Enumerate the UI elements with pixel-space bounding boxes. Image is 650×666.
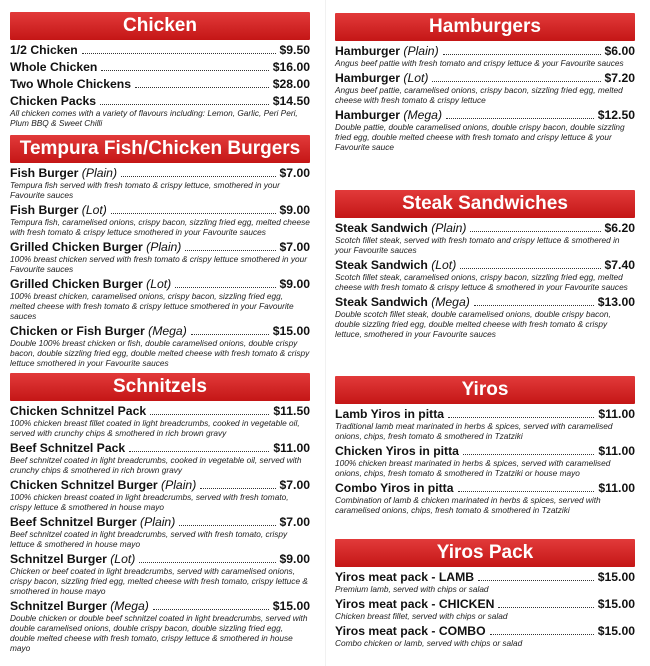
menu-item-price: $16.00 bbox=[272, 60, 310, 74]
menu-item-name: Chicken Yiros in pitta bbox=[335, 444, 459, 458]
menu-item-name: Steak Sandwich bbox=[335, 258, 428, 272]
dot-leader bbox=[490, 634, 594, 635]
section-yiros-pack bbox=[335, 539, 635, 648]
menu-item-name-group bbox=[335, 624, 486, 638]
menu-item-description: Chicken breast fillet, served with chips or salad bbox=[335, 611, 508, 621]
menu-item-name-group bbox=[10, 43, 78, 57]
menu-item-variant: (Plain) bbox=[146, 240, 182, 254]
menu-item bbox=[335, 258, 635, 292]
menu-item-variant: (Plain) bbox=[81, 166, 118, 180]
menu-item-name-group bbox=[10, 515, 175, 529]
menu-item-name-group bbox=[10, 77, 131, 91]
dot-leader bbox=[185, 250, 275, 251]
menu-item-name: Schnitzel Burger bbox=[10, 599, 107, 613]
menu-item bbox=[10, 77, 310, 91]
menu-item-row bbox=[10, 552, 310, 566]
menu-item-variant: (Plain) bbox=[403, 44, 439, 58]
menu-item bbox=[10, 552, 310, 596]
menu-item-row bbox=[10, 77, 310, 91]
menu-item-description: Double chicken or double beef schnitzel coated in light breadcrumbs, served with double caramelised onions, double crispy bacon, double sizzling fried egg, double melted cheese with fresh tomato, crispy lettuce & smothered in house mayo bbox=[10, 613, 308, 653]
menu-item-description: Tempura fish, caramelised onions, crispy bacon, sizzling fried egg, melted cheese with fresh tomato & crispy lettuce smothered in your Favourite sauces bbox=[10, 217, 310, 237]
menu-item-description: Scotch fillet steak, served with fresh tomato and crispy lettuce & smothered in your Favourite sauces bbox=[335, 235, 620, 255]
menu-item-name: Chicken Schnitzel Burger bbox=[10, 478, 158, 492]
menu-item-price: $15.00 bbox=[272, 324, 310, 338]
dot-leader bbox=[175, 287, 275, 288]
menu-item-name-group bbox=[335, 444, 459, 458]
dot-leader bbox=[150, 414, 269, 415]
menu-item-name-group bbox=[10, 404, 146, 418]
dot-leader bbox=[179, 525, 275, 526]
section-header: Yiros Pack bbox=[335, 539, 635, 567]
menu-item-price: $14.50 bbox=[272, 94, 310, 108]
menu-item-name: Yiros meat pack - CHICKEN bbox=[335, 597, 495, 611]
menu-item-variant: (Lot) bbox=[431, 258, 457, 272]
menu-item bbox=[10, 94, 310, 128]
menu-item-price: $15.00 bbox=[597, 597, 635, 611]
menu-item-description: Traditional lamb meat marinated in herbs & spices, served with caramelised onions, chips, fresh tomato & smothered in Tzatziki bbox=[335, 421, 613, 441]
menu-item-description: Beef schnitzel coated in light breadcrumbs, cooked in vegetable oil, served with crunchy chips & smothered in rich brown gravy bbox=[10, 455, 302, 475]
menu-item bbox=[335, 570, 635, 594]
menu-item-name-group bbox=[335, 570, 474, 584]
menu-item-name: Chicken Schnitzel Pack bbox=[10, 404, 147, 418]
menu-item-description: 100% breast chicken served with fresh tomato & crispy lettuce smothered in your Favourite sauces bbox=[10, 254, 307, 274]
dot-leader bbox=[111, 213, 276, 214]
menu-item bbox=[335, 71, 635, 105]
dot-leader bbox=[474, 305, 594, 306]
menu-item-name: Steak Sandwich bbox=[335, 295, 428, 309]
menu-item-description: Combination of lamb & chicken marinated in herbs & spices, served with caramelised onions, chips, fresh tomato & smothered in Tzatziki bbox=[335, 495, 601, 515]
menu-item-price: $7.20 bbox=[604, 71, 635, 85]
menu-item-row bbox=[10, 277, 310, 291]
menu-item-description: 100% breast chicken, caramelised onions, crispy bacon, sizzling fried egg, melted cheese with fresh tomato & crispy lettuce smothered in your Favourite sauces bbox=[10, 291, 294, 321]
menu-item-name-group bbox=[10, 94, 96, 108]
menu-item-variant: (Lot) bbox=[403, 71, 429, 85]
menu-item-description: Premium lamb, served with chips or salad bbox=[335, 584, 489, 594]
dot-leader bbox=[478, 580, 594, 581]
menu-item bbox=[10, 203, 310, 237]
menu-item bbox=[335, 108, 635, 152]
menu-item-name: Chicken or Fish Burger bbox=[10, 324, 145, 338]
menu-item-variant: (Lot) bbox=[146, 277, 172, 291]
menu-item-price: $11.00 bbox=[598, 407, 635, 421]
menu-item-row bbox=[10, 404, 310, 418]
menu-item-price: $7.00 bbox=[279, 478, 310, 492]
dot-leader bbox=[121, 176, 275, 177]
menu-item-name: 1/2 Chicken bbox=[10, 43, 78, 57]
menu-item-price: $13.00 bbox=[597, 295, 635, 309]
menu-item-variant: (Mega) bbox=[403, 108, 443, 122]
menu-item-name-group bbox=[335, 407, 444, 421]
menu-item-name: Chicken Packs bbox=[10, 94, 97, 108]
menu-item-description: Double 100% breast chicken or fish, double caramelised onions, double crispy bacon, double sizzling fried egg, double melted cheese with fresh tomato & crispy lettuce smothered in your Favourite sauces bbox=[10, 338, 310, 368]
dot-leader bbox=[100, 104, 269, 105]
menu-item-name-group bbox=[335, 71, 428, 85]
menu-item-price: $7.00 bbox=[279, 240, 310, 254]
menu-item-row bbox=[10, 515, 310, 529]
menu-item bbox=[335, 624, 635, 648]
dot-leader bbox=[470, 231, 600, 232]
menu-item-name-group bbox=[335, 108, 442, 122]
menu-item-row bbox=[335, 481, 635, 495]
menu-item-price: $9.00 bbox=[279, 552, 310, 566]
menu-item-name-group bbox=[10, 441, 125, 455]
menu-item bbox=[10, 515, 310, 549]
menu-item-name-group bbox=[335, 221, 466, 235]
menu-item-price: $9.00 bbox=[279, 203, 310, 217]
menu-item-row bbox=[335, 71, 635, 85]
menu-item-price: $11.50 bbox=[273, 404, 310, 418]
menu-item-name-group bbox=[10, 552, 135, 566]
menu-item-variant: (Plain) bbox=[161, 478, 197, 492]
menu-item-row bbox=[335, 624, 635, 638]
menu-item bbox=[10, 166, 310, 200]
menu-item-price: $15.00 bbox=[597, 624, 635, 638]
menu-item-row bbox=[335, 258, 635, 272]
dot-leader bbox=[443, 54, 601, 55]
menu-item-description: Angus beef pattie with fresh tomato and crispy lettuce & your Favourite sauces bbox=[335, 58, 624, 68]
menu-item bbox=[335, 221, 635, 255]
dot-leader bbox=[191, 334, 269, 335]
menu-item-variant: (Mega) bbox=[148, 324, 187, 338]
menu-item-description: 100% chicken breast coated in light breadcrumbs, served with fresh tomato, crispy lettuce & smothered in house mayo bbox=[10, 492, 289, 512]
menu-item-row bbox=[10, 60, 310, 74]
menu-item-name: Beef Schnitzel Burger bbox=[10, 515, 137, 529]
menu-item bbox=[10, 240, 310, 274]
menu-item-row bbox=[10, 43, 310, 57]
menu-item-name-group bbox=[335, 597, 494, 611]
dot-leader bbox=[432, 81, 600, 82]
section-header: Schnitzels bbox=[10, 373, 310, 401]
menu-item-price: $7.00 bbox=[279, 166, 310, 180]
menu-item-price: $28.00 bbox=[272, 77, 310, 91]
menu-item-name: Fish Burger bbox=[10, 203, 79, 217]
menu-item bbox=[335, 444, 635, 478]
menu-item-row bbox=[10, 441, 310, 455]
menu-item-price: $9.00 bbox=[279, 277, 310, 291]
menu-item-name: Hamburger bbox=[335, 44, 401, 58]
menu-item-row bbox=[10, 94, 310, 108]
dot-leader bbox=[446, 118, 594, 119]
menu-item bbox=[10, 277, 310, 321]
menu-item-name: Fish Burger bbox=[10, 166, 79, 180]
menu-item-description: Combo chicken or lamb, served with chips or salad bbox=[335, 638, 523, 648]
menu-item-name-group bbox=[335, 295, 470, 309]
menu-item-row bbox=[10, 324, 310, 338]
menu-item-row bbox=[335, 44, 635, 58]
menu-item-name-group bbox=[335, 481, 454, 495]
menu-item bbox=[10, 404, 310, 438]
menu-item-name: Lamb Yiros in pitta bbox=[335, 407, 445, 421]
menu-item-description: Scotch fillet steak, caramelised onions, crispy bacon, sizzling fried egg, melted cheese with fresh tomato & crispy lettuce & smothered in your Favourite sauces bbox=[335, 272, 628, 292]
menu-item-name-group bbox=[335, 44, 439, 58]
menu-item-name-group bbox=[10, 277, 171, 291]
menu-item bbox=[335, 481, 635, 515]
menu-item-name-group bbox=[10, 166, 117, 180]
menu-item-name: Whole Chicken bbox=[10, 60, 98, 74]
menu-item-price: $7.00 bbox=[279, 515, 310, 529]
menu-item-variant: (Plain) bbox=[431, 221, 467, 235]
menu-item-description: Double pattie, double caramelised onions, double crispy bacon, double sizzling fried egg, double melted cheese with fresh tomato and crispy lettuce & your Favourite sauce bbox=[335, 122, 625, 152]
menu-item bbox=[10, 478, 310, 512]
menu-item-name-group bbox=[10, 324, 187, 338]
menu-item-description: Double scotch fillet steak, double caramelised onions, double crispy bacon, double sizzling fried egg, double melted cheese with fresh tomato & crispy lettuce, smothered in your Favourite sauces bbox=[335, 309, 611, 339]
menu-item-name-group bbox=[10, 203, 107, 217]
menu-item-name: Combo Yiros in pitta bbox=[335, 481, 454, 495]
menu-item-price: $15.00 bbox=[272, 599, 310, 613]
menu-item bbox=[10, 324, 310, 368]
section-hamburgers bbox=[335, 13, 635, 152]
section-header: Tempura Fish/Chicken Burgers bbox=[10, 135, 310, 163]
menu-item-name: Schnitzel Burger bbox=[10, 552, 107, 566]
menu-item-row bbox=[10, 599, 310, 613]
menu-item-description: Chicken or beef coated in light breadcrumbs, served with caramelised onions, crispy bacon, sizzling fried egg, melted cheese with fresh tomato, crispy lettuce & smothered in house mayo bbox=[10, 566, 308, 596]
menu-item-name-group bbox=[10, 599, 149, 613]
menu-item bbox=[335, 407, 635, 441]
menu-item-row bbox=[335, 444, 635, 458]
menu-item-description: Angus beef pattie, caramelised onions, crispy bacon, sizzling fried egg, melted cheese with fresh tomato & crispy lettuce bbox=[335, 85, 623, 105]
dot-leader bbox=[458, 491, 595, 492]
menu-item-name: Beef Schnitzel Pack bbox=[10, 441, 126, 455]
menu-item-variant: (Plain) bbox=[140, 515, 176, 529]
menu-item-name: Hamburger bbox=[335, 108, 401, 122]
menu-item-description: Tempura fish served with fresh tomato & crispy lettuce, smothered in your Favourite sauces bbox=[10, 180, 280, 200]
menu-item-row bbox=[335, 570, 635, 584]
menu-item-variant: (Mega) bbox=[110, 599, 149, 613]
menu-item-price: $12.50 bbox=[597, 108, 635, 122]
section-header: Steak Sandwiches bbox=[335, 190, 635, 218]
menu-item-variant: (Lot) bbox=[81, 203, 107, 217]
menu-item-description: Beef schnitzel coated in light breadcrumbs, served with fresh tomato, crispy lettuce & smothered in house mayo bbox=[10, 529, 288, 549]
dot-leader bbox=[139, 562, 275, 563]
section-steak bbox=[335, 190, 635, 339]
menu-item-row bbox=[10, 203, 310, 217]
menu-item-name-group bbox=[10, 60, 97, 74]
menu-item-variant: (Mega) bbox=[431, 295, 470, 309]
menu-item-price: $11.00 bbox=[598, 444, 635, 458]
menu-item-name: Grilled Chicken Burger bbox=[10, 277, 143, 291]
dot-leader bbox=[129, 451, 269, 452]
page-fold bbox=[325, 0, 326, 666]
menu-item-name: Yiros meat pack - COMBO bbox=[335, 624, 486, 638]
section-header: Chicken bbox=[10, 12, 310, 40]
menu-item-name: Yiros meat pack - LAMB bbox=[335, 570, 475, 584]
menu-item-row bbox=[335, 597, 635, 611]
menu-item-description: 100% chicken breast marinated in herbs & spices, served with caramelised onions, chips, fresh tomato & smothered in Tzatziki or house mayo bbox=[335, 458, 611, 478]
section-tempura bbox=[10, 135, 310, 368]
menu-item-name: Steak Sandwich bbox=[335, 221, 428, 235]
dot-leader bbox=[82, 53, 276, 54]
menu-item-name: Hamburger bbox=[335, 71, 401, 85]
dot-leader bbox=[463, 454, 594, 455]
menu-item-price: $9.50 bbox=[279, 43, 310, 57]
section-header: Hamburgers bbox=[335, 13, 635, 41]
menu-item-description: All chicken comes with a variety of flavours including: Lemon, Garlic, Peri Peri, Plum BBQ & Sweet Chilli bbox=[10, 108, 298, 128]
dot-leader bbox=[448, 417, 594, 418]
menu-item-price: $11.00 bbox=[273, 441, 310, 455]
menu-item bbox=[10, 441, 310, 475]
menu-item-row bbox=[335, 407, 635, 421]
menu-item-variant: (Lot) bbox=[110, 552, 136, 566]
menu-item-name-group bbox=[10, 478, 196, 492]
menu-item-row bbox=[10, 240, 310, 254]
menu-item-row bbox=[335, 295, 635, 309]
menu-item-name-group bbox=[335, 258, 456, 272]
menu-item-name: Grilled Chicken Burger bbox=[10, 240, 143, 254]
menu-item-row bbox=[10, 478, 310, 492]
dot-leader bbox=[135, 87, 269, 88]
section-header: Yiros bbox=[335, 376, 635, 404]
menu-item-row bbox=[10, 166, 310, 180]
dot-leader bbox=[200, 488, 275, 489]
menu-item-name-group bbox=[10, 240, 181, 254]
section-yiros bbox=[335, 376, 635, 515]
menu-item bbox=[10, 60, 310, 74]
menu-item-price: $6.00 bbox=[604, 44, 635, 58]
menu-item bbox=[335, 295, 635, 339]
menu-item bbox=[335, 44, 635, 68]
section-chicken bbox=[10, 12, 310, 128]
menu-item bbox=[10, 43, 310, 57]
menu-item-name: Two Whole Chickens bbox=[10, 77, 131, 91]
menu-item-row bbox=[335, 221, 635, 235]
menu-item-price: $7.40 bbox=[604, 258, 635, 272]
menu-item-price: $11.00 bbox=[598, 481, 635, 495]
menu-item bbox=[10, 599, 310, 653]
menu-item-price: $15.00 bbox=[597, 570, 635, 584]
dot-leader bbox=[101, 70, 268, 71]
menu-item-row bbox=[335, 108, 635, 122]
dot-leader bbox=[153, 609, 269, 610]
dot-leader bbox=[498, 607, 593, 608]
dot-leader bbox=[460, 268, 600, 269]
menu-item-description: 100% chicken breast fillet coated in light breadcrumbs, cooked in vegetable oil, served with crunchy chips & smothered in rich brown gravy bbox=[10, 418, 300, 438]
menu-item bbox=[335, 597, 635, 621]
section-schnitzels bbox=[10, 373, 310, 653]
menu-item-price: $6.20 bbox=[604, 221, 635, 235]
